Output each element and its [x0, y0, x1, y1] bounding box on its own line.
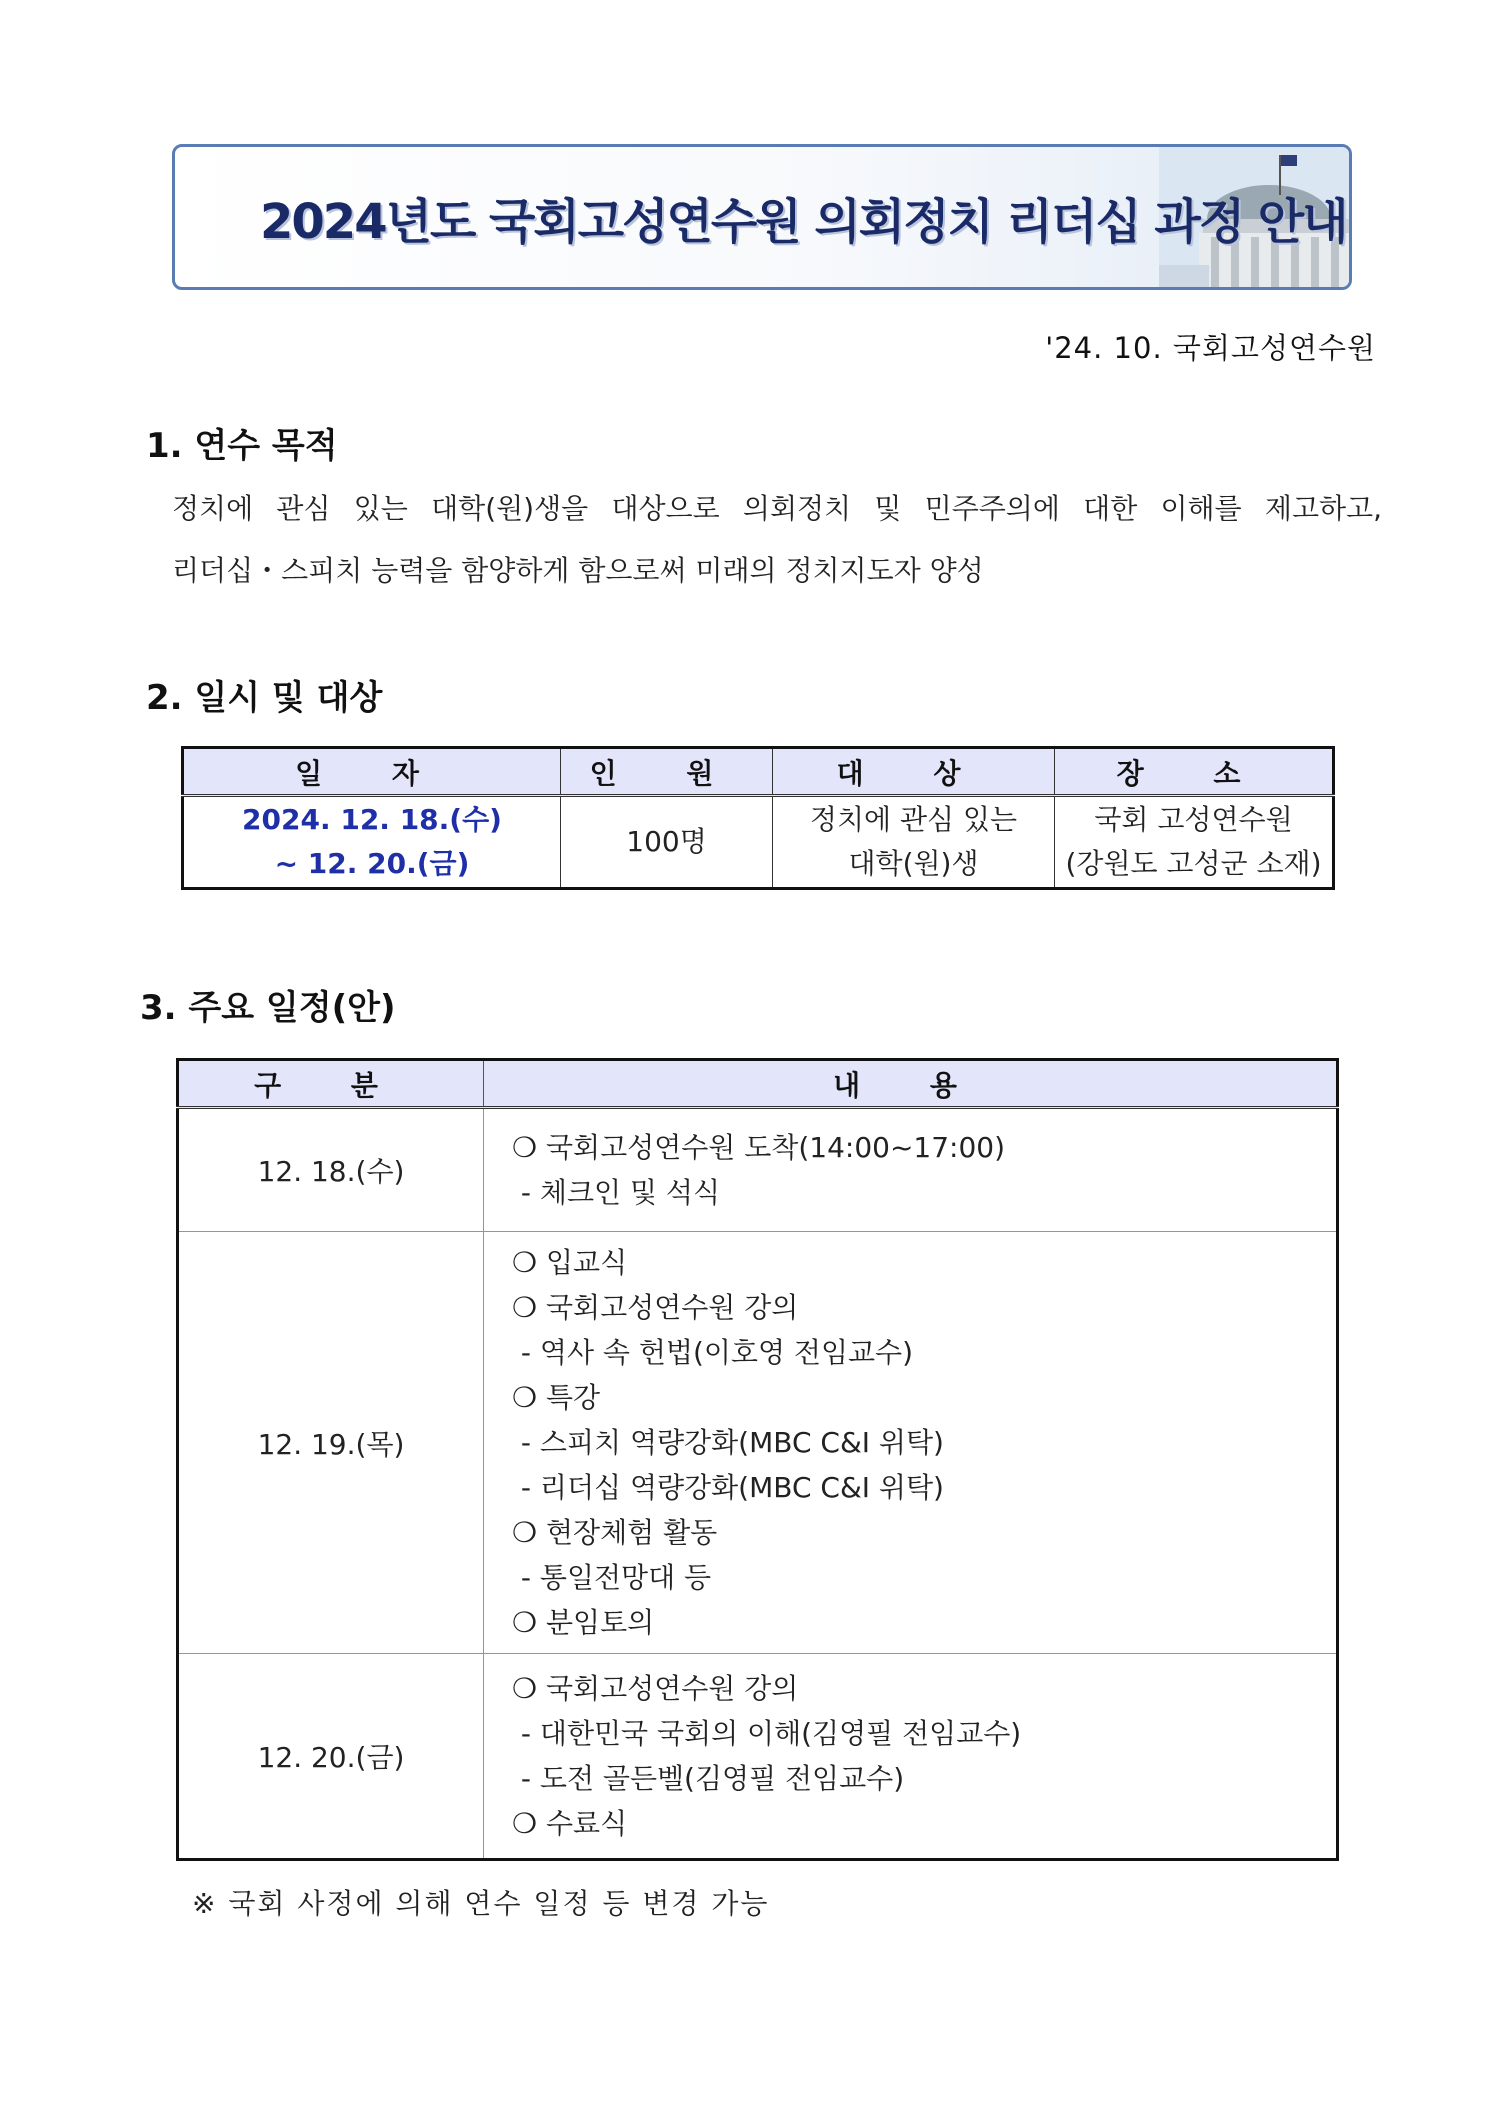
day-cell: 12. 20.(금) [178, 1654, 484, 1860]
table-row [183, 796, 1334, 889]
table-header-row [178, 1060, 1338, 1108]
page-title: 2024년도 국회고성연수원 의회정치 리더십 과정 안내 [260, 193, 1347, 250]
content-cell [484, 1232, 1338, 1654]
list-item: ❍ 특강 [512, 1381, 601, 1414]
main-schedule-table [176, 1058, 1339, 1861]
header-target: 대 상 [773, 748, 1055, 796]
day-cell: 12. 19.(목) [178, 1232, 484, 1654]
purpose-paragraph [172, 478, 1382, 602]
issue-date-line: '24. 10. 국회고성연수원 [1045, 331, 1376, 365]
list-item: ❍ 국회고성연수원 강의 [512, 1672, 799, 1705]
cell-target [773, 796, 1055, 889]
header-place: 장 소 [1055, 748, 1334, 796]
list-item: - 스피치 역량강화(MBC C&I 위탁) [512, 1426, 944, 1459]
date-start: 2024. 12. 18.(수) [242, 803, 502, 836]
cell-date [183, 796, 561, 889]
header-division: 구 분 [178, 1060, 484, 1108]
content-cell [484, 1654, 1338, 1860]
cell-count: 100명 [561, 796, 773, 889]
table-row [178, 1232, 1338, 1654]
list-item: - 통일전망대 등 [512, 1561, 712, 1594]
list-item: - 체크인 및 석식 [512, 1176, 720, 1209]
list-item: - 도전 골든벨(김영필 전임교수) [512, 1762, 905, 1795]
list-item: ❍ 분임토의 [512, 1606, 655, 1639]
header-content: 내 용 [484, 1060, 1338, 1108]
place-line-1: 국회 고성연수원 [1094, 803, 1293, 836]
table-header-row [183, 748, 1334, 796]
list-item: - 역사 속 헌법(이호영 전임교수) [512, 1336, 914, 1369]
target-line-2: 대학(원)생 [848, 847, 979, 880]
table-row [178, 1654, 1338, 1860]
list-item: - 대한민국 국회의 이해(김영필 전임교수) [512, 1717, 1022, 1750]
place-line-2: (강원도 고성군 소재) [1065, 847, 1322, 880]
content-cell [484, 1108, 1338, 1232]
list-item: - 리더십 역량강화(MBC C&I 위탁) [512, 1471, 944, 1504]
schedule-target-table [181, 746, 1335, 890]
change-notice: ※ 국회 사정에 의해 연수 일정 등 변경 가능 [192, 1887, 770, 1920]
title-banner [172, 144, 1352, 290]
list-item: ❍ 국회고성연수원 도착(14:00~17:00) [512, 1131, 1006, 1164]
list-item: ❍ 수료식 [512, 1807, 628, 1840]
purpose-line-2: 리더십・스피치 능력을 함양하게 함으로써 미래의 정치지도자 양성 [172, 554, 984, 587]
header-date: 일 자 [183, 748, 561, 796]
section-heading-schedule-target: 2. 일시 및 대상 [146, 678, 383, 718]
list-item: ❍ 입교식 [512, 1246, 628, 1279]
table-row [178, 1108, 1338, 1232]
list-item: ❍ 현장체험 활동 [512, 1516, 718, 1549]
date-end: ~ 12. 20.(금) [274, 847, 470, 880]
section-heading-purpose: 1. 연수 목적 [146, 426, 338, 466]
cell-place [1055, 796, 1334, 889]
purpose-line-1: 정치에 관심 있는 대학(원)생을 대상으로 의회정치 및 민주주의에 대한 이해를 제고하고, [172, 492, 1382, 525]
section-heading-main-schedule: 3. 주요 일정(안) [140, 988, 396, 1028]
target-line-1: 정치에 관심 있는 [809, 803, 1018, 836]
day-cell: 12. 18.(수) [178, 1108, 484, 1232]
header-count: 인 원 [561, 748, 773, 796]
list-item: ❍ 국회고성연수원 강의 [512, 1291, 799, 1324]
